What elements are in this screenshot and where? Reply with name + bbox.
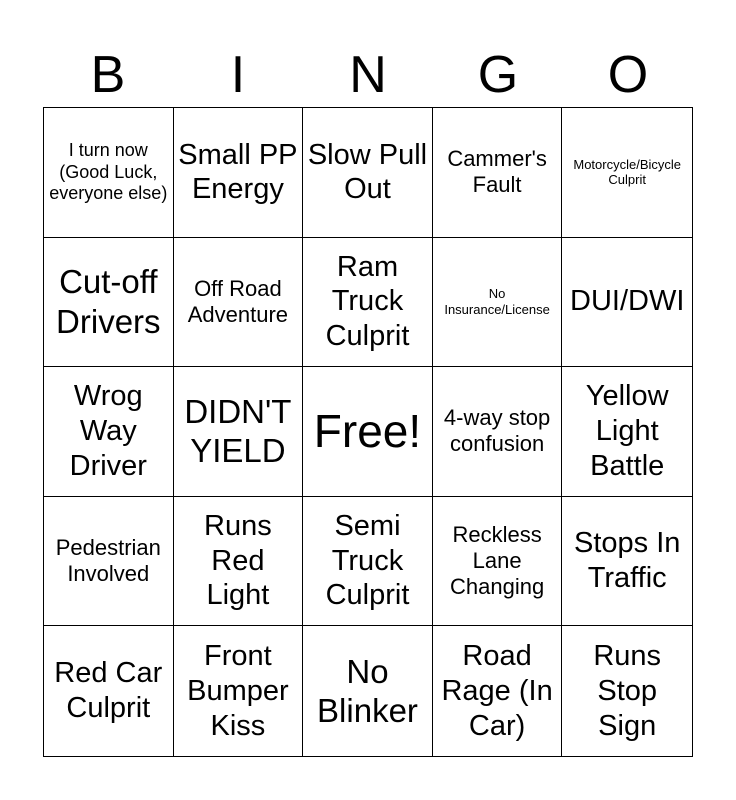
bingo-cell-label: Slow Pull Out xyxy=(307,138,428,206)
bingo-cell[interactable] xyxy=(562,108,692,238)
bingo-cell-label: Red Car Culprit xyxy=(54,657,163,725)
bingo-cell[interactable] xyxy=(303,626,433,756)
bingo-cell-label: Semi Truck Culprit xyxy=(325,509,410,612)
bingo-cell[interactable] xyxy=(174,108,304,238)
bingo-cell[interactable] xyxy=(433,238,563,368)
bingo-cell-label: Cut-off Drivers xyxy=(56,263,161,340)
bingo-cell[interactable] xyxy=(174,626,304,756)
bingo-cell[interactable] xyxy=(44,108,174,238)
bingo-cell-label: 4-way stop confusion xyxy=(443,405,551,457)
bingo-cell-label: Off Road Adventure xyxy=(187,275,289,327)
bingo-cell-label: Runs Red Light xyxy=(204,509,272,612)
bingo-cell[interactable] xyxy=(433,367,563,497)
bingo-cell[interactable] xyxy=(44,626,174,756)
bingo-cell-label: Cammer's Fault xyxy=(447,145,547,198)
bingo-cell[interactable] xyxy=(562,497,692,627)
bingo-cell-label: Stops In Traffic xyxy=(573,527,681,595)
bingo-cell[interactable] xyxy=(303,238,433,368)
bingo-cell-label: Reckless Lane Changing xyxy=(450,521,545,600)
bingo-cell-label: I turn now (Good Luck, everyone else) xyxy=(49,139,168,204)
bingo-cell-label: DUI/DWI xyxy=(570,285,685,318)
header-letter-i: I xyxy=(230,46,246,104)
bingo-cell[interactable] xyxy=(44,497,174,627)
bingo-cell[interactable] xyxy=(303,497,433,627)
bingo-cell[interactable] xyxy=(174,367,304,497)
bingo-cell-label: Yellow Light Battle xyxy=(585,380,669,482)
bingo-header xyxy=(43,44,693,106)
free-space-label: Free! xyxy=(313,404,422,457)
bingo-cell-label: Small PP Energy xyxy=(178,138,298,206)
bingo-cell-label: Pedestrian Involved xyxy=(55,534,161,587)
bingo-cell-label: DIDN'T YIELD xyxy=(184,392,292,470)
bingo-cell-label: No Blinker xyxy=(317,652,418,730)
header-letter-b: B xyxy=(90,46,126,104)
header-letter-o: O xyxy=(607,46,649,104)
bingo-cell[interactable] xyxy=(433,497,563,627)
bingo-grid xyxy=(43,107,693,757)
bingo-cell[interactable] xyxy=(433,626,563,756)
header-letter-n: N xyxy=(349,46,387,104)
bingo-cell-label: Front Bumper Kiss xyxy=(187,640,289,742)
header-letter-g: G xyxy=(477,46,519,104)
bingo-cell[interactable] xyxy=(174,238,304,368)
bingo-cell-label: Motorcycle/Bicycle Culprit xyxy=(573,156,682,188)
bingo-cell[interactable] xyxy=(174,497,304,627)
bingo-cell-label: Road Rage (In Car) xyxy=(441,640,553,742)
bingo-cell[interactable] xyxy=(562,367,692,497)
bingo-cell[interactable] xyxy=(44,367,174,497)
bingo-cell-label: Runs Stop Sign xyxy=(593,640,662,742)
bingo-cell-label: Ram Truck Culprit xyxy=(325,250,410,353)
bingo-cell[interactable] xyxy=(433,108,563,238)
bingo-cell-label: No Insurance/License xyxy=(444,286,550,317)
bingo-cell[interactable] xyxy=(562,626,692,756)
bingo-cell[interactable] xyxy=(44,238,174,368)
free-space-cell[interactable] xyxy=(303,367,433,497)
bingo-cell[interactable] xyxy=(303,108,433,238)
bingo-cell-label: Wrog Way Driver xyxy=(69,380,147,482)
bingo-cell[interactable] xyxy=(562,238,692,368)
